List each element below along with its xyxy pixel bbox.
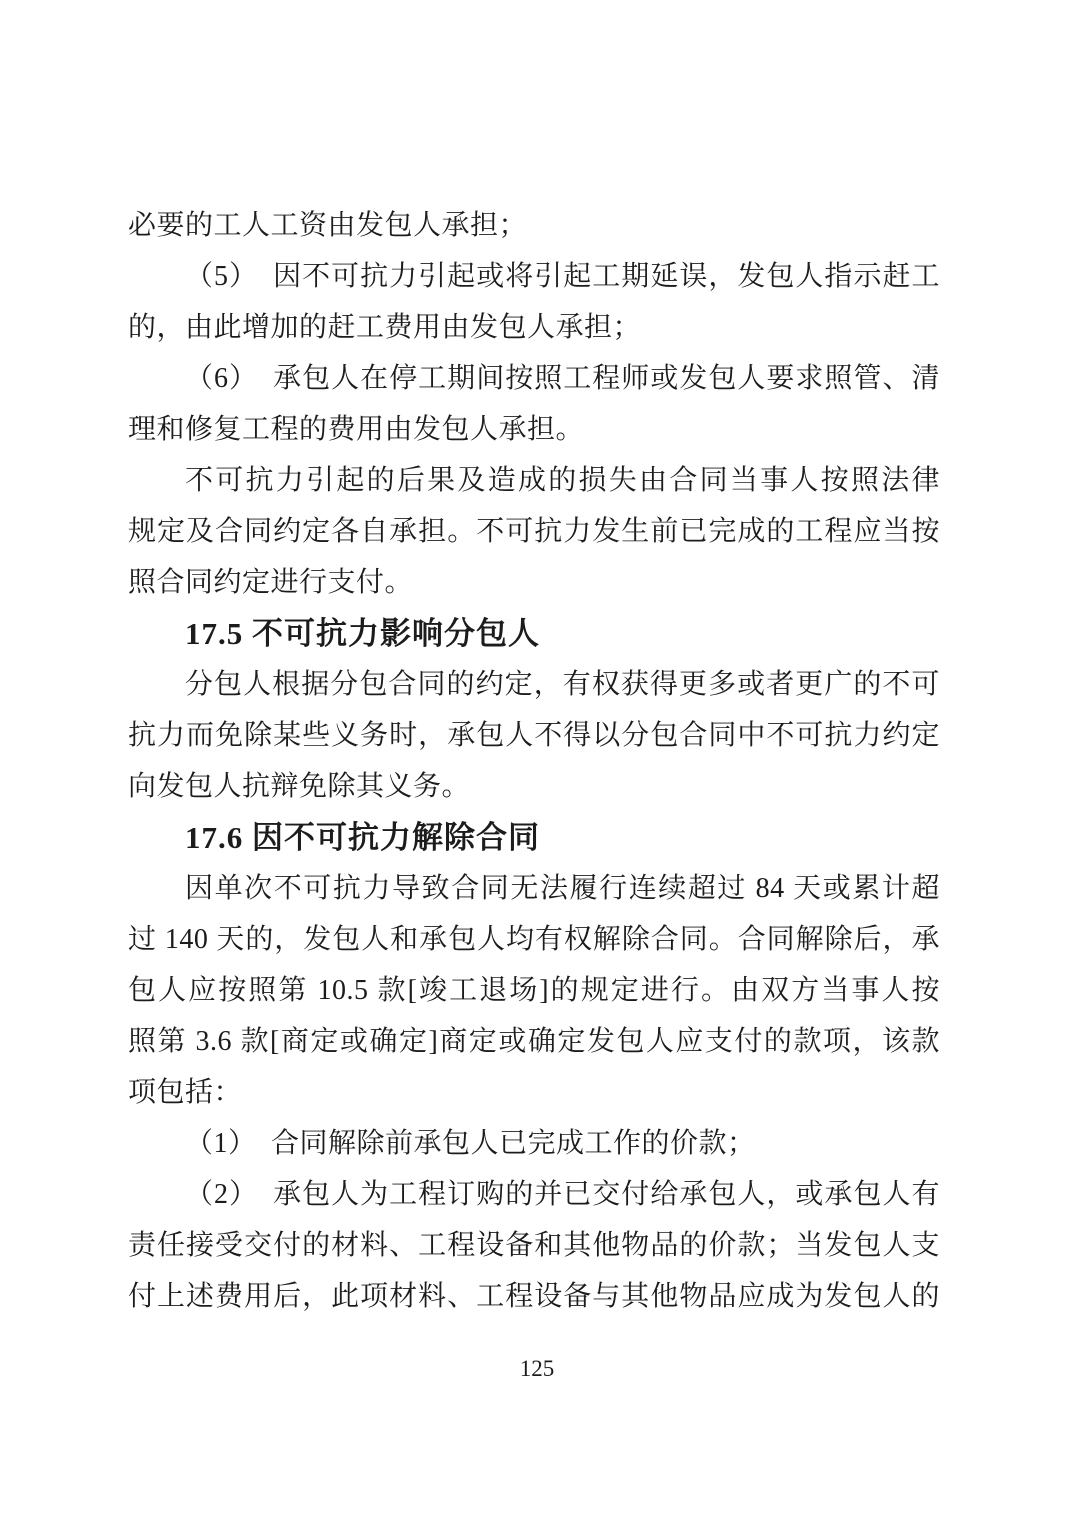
document-line: 责任接受交付的材料、工程设备和其他物品的价款；当发包人支: [128, 1230, 940, 1261]
section-heading: 17.6 因不可抗力解除合同: [185, 820, 540, 855]
document-line: 付上述费用后，此项材料、工程设备与其他物品应成为发包人的: [128, 1281, 940, 1312]
document-line: （1） 合同解除前承包人已完成工作的价款；: [185, 1128, 756, 1159]
document-line: 过 140 天的，发包人和承包人均有权解除合同。合同解除后，承: [128, 924, 940, 955]
document-text-column: [128, 200, 940, 1322]
document-line: （5） 因不可抗力引起或将引起工期延误，发包人指示赶工: [185, 261, 940, 292]
document-line: 照第 3.6 款[商定或确定]商定或确定发包人应支付的款项，该款: [128, 1026, 940, 1057]
document-line: 理和修复工程的费用由发包人承担。: [128, 414, 585, 445]
document-line: 的，由此增加的赶工费用由发包人承担；: [128, 312, 642, 343]
document-line: 向发包人抗辩免除其义务。: [128, 771, 471, 802]
page-number: 125: [519, 1356, 555, 1381]
document-line: 不可抗力引起的后果及造成的损失由合同当事人按照法律: [185, 465, 940, 496]
document-line: 分包人根据分包合同的约定，有权获得更多或者更广的不可: [185, 669, 940, 700]
document-line: （6） 承包人在停工期间按照工程师或发包人要求照管、清: [185, 363, 940, 394]
document-line: 规定及合同约定各自承担。不可抗力发生前已完成的工程应当按: [128, 516, 940, 547]
document-line: 项包括：: [128, 1077, 243, 1108]
document-line: 抗力而免除某些义务时，承包人不得以分包合同中不可抗力约定: [128, 720, 940, 751]
document-line: 必要的工人工资由发包人承担；: [128, 210, 528, 241]
document-line: 照合同约定进行支付。: [128, 567, 414, 598]
document-line: 因单次不可抗力导致合同无法履行连续超过 84 天或累计超: [185, 873, 940, 904]
section-heading: 17.5 不可抗力影响分包人: [185, 616, 540, 651]
document-line: 包人应按照第 10.5 款[竣工退场]的规定进行。由双方当事人按: [128, 975, 940, 1006]
document-line: （2） 承包人为工程订购的并已交付给承包人，或承包人有: [185, 1179, 940, 1210]
